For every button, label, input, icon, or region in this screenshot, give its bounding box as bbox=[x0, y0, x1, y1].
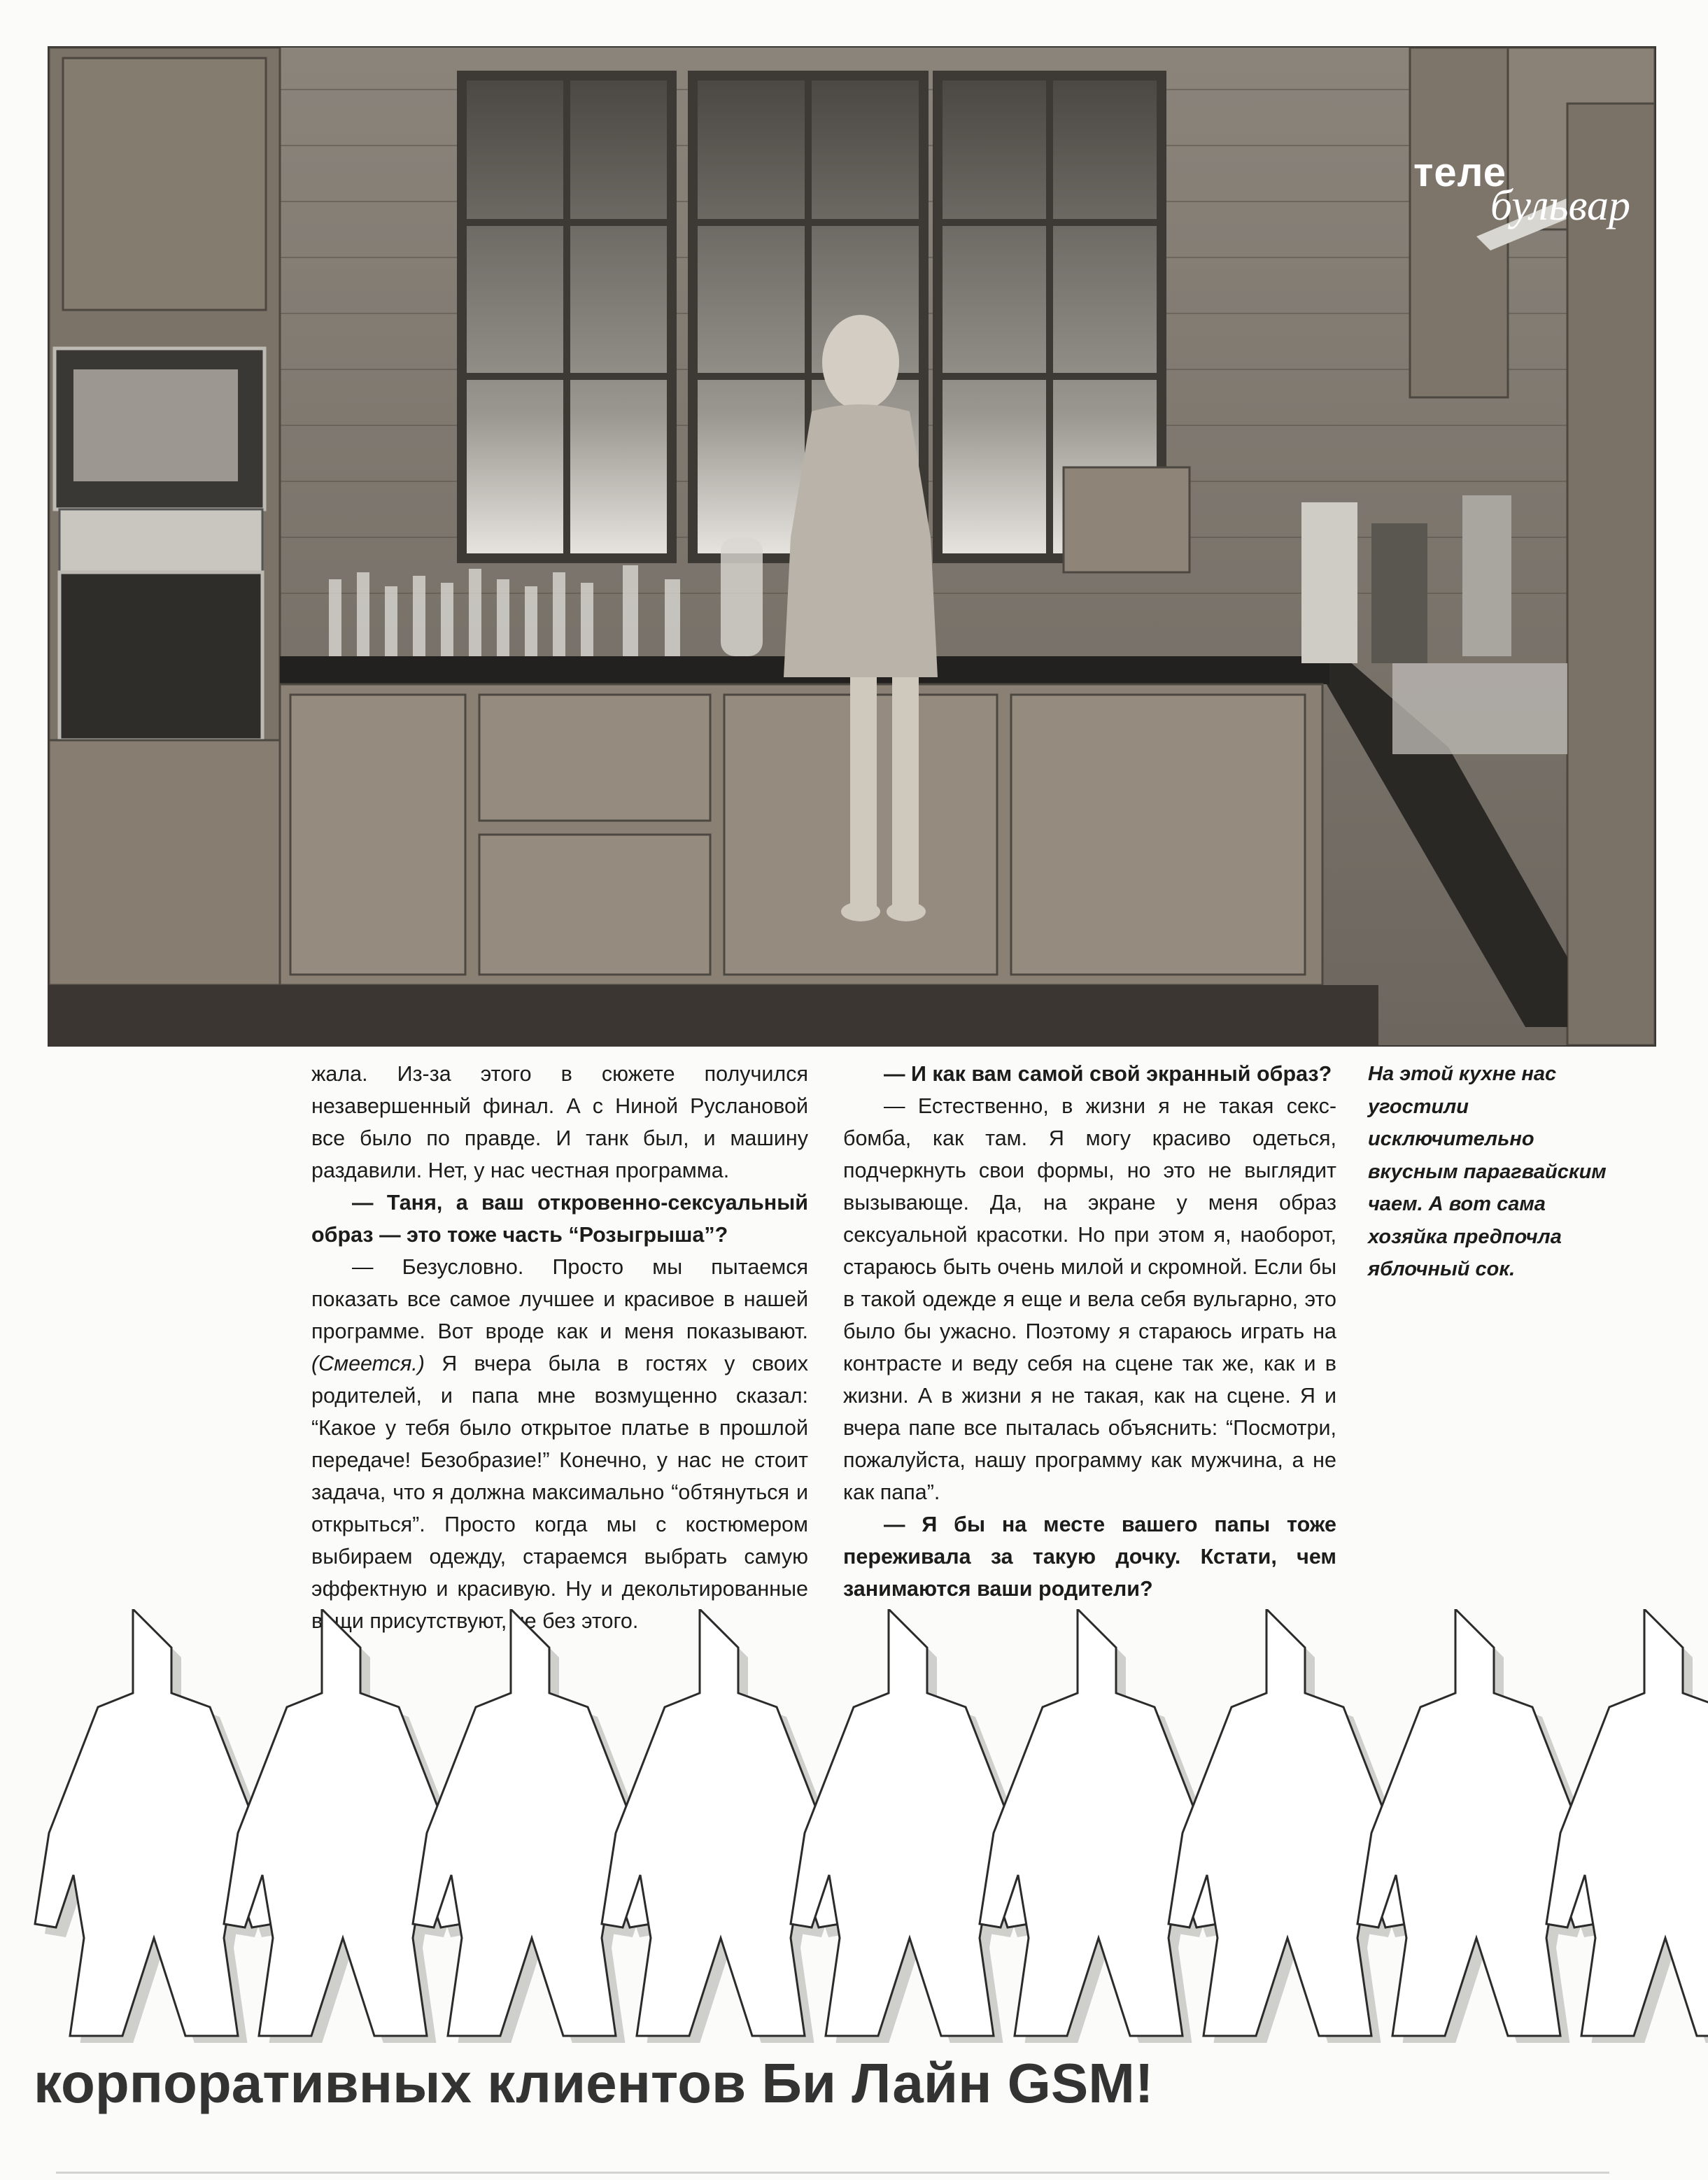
answer-text-end: Я вчера была в гостях у своих родителей, и папа мне возмущенно сказал: “Какое у тебя было открытое платье в прошлой передаче! Безобразие!” Конечно, у нас не стоит задача, что я должна максимально “обтянуться и открыться”. Просто когда мы с костюмером выбираем одежду, стараемся выбрать самую эффектную и красивую. Ну и декольтированные вещи присутствуют, не без этого. bbox=[311, 1352, 808, 1633]
paragraph: жала. Из-за этого в сюжете получился незавершенный финал. А с Ниной Руслановой все было по правде. И танк был, и машину раздавили. Нет, у нас честная программа. bbox=[311, 1062, 808, 1182]
kitchen-photo bbox=[48, 46, 1656, 1047]
paper-dolls-svg bbox=[0, 1609, 1708, 2043]
ad-slogan: корпоративных клиентов Би Лайн GSM! bbox=[34, 2052, 1154, 2114]
interview-question: — И как вам самой свой экранный образ? bbox=[884, 1062, 1332, 1086]
logo-line-tele: теле bbox=[1413, 150, 1506, 195]
photo-caption: На этой кухне нас угостили исключительно вкусным парагвайским чаем. А вот сама хозяйка предпочла яблочный сок. bbox=[1368, 1063, 1607, 1280]
interview-answer bbox=[311, 1251, 808, 1637]
interview-question: — Таня, а ваш откровенно-сексуальный образ — это тоже часть “Розыгрыша”? bbox=[311, 1191, 808, 1247]
logo-line-bulvar: бульвар bbox=[1490, 182, 1630, 229]
answer-remark: (Смеется.) bbox=[311, 1352, 425, 1375]
interview-question: — Я бы на месте вашего папы тоже переживала за такую дочку. Кстати, чем занимаются ваши родители? bbox=[843, 1513, 1336, 1601]
interview-answer: — Естественно, в жизни я не такая секс-бомба, как там. Я могу красиво одеться, подчеркнуть свои формы, но это не выглядит вызывающе. Да, на экране у меня образ сексуальной красотки. Но при этом я, наоборот, стараюсь быть очень милой и скромной. Если бы в такой одежде я еще и вела себя вульгарно, это было бы ужасно. Поэтому я стараюсь играть на контрасте и веду себя на сцене так же, как и в жизни. А в жизни я не такая, как на сцене. Я и вчера папе все пыталась объяснить: “Посмотри, пожалуйста, нашу программу как мужчина, а не как папа”. bbox=[843, 1094, 1336, 1504]
article-column-1 bbox=[311, 1058, 808, 1637]
section-logo bbox=[1413, 150, 1656, 229]
article-column-2 bbox=[843, 1058, 1336, 1605]
answer-text-start: — Безусловно. Просто мы пытаемся показать все самое лучшее и красивое в нашей программе. Вот вроде как и меня показывают. bbox=[311, 1255, 808, 1343]
bottom-rule bbox=[56, 2172, 1609, 2174]
paper-dolls-graphic bbox=[0, 1609, 1708, 2043]
